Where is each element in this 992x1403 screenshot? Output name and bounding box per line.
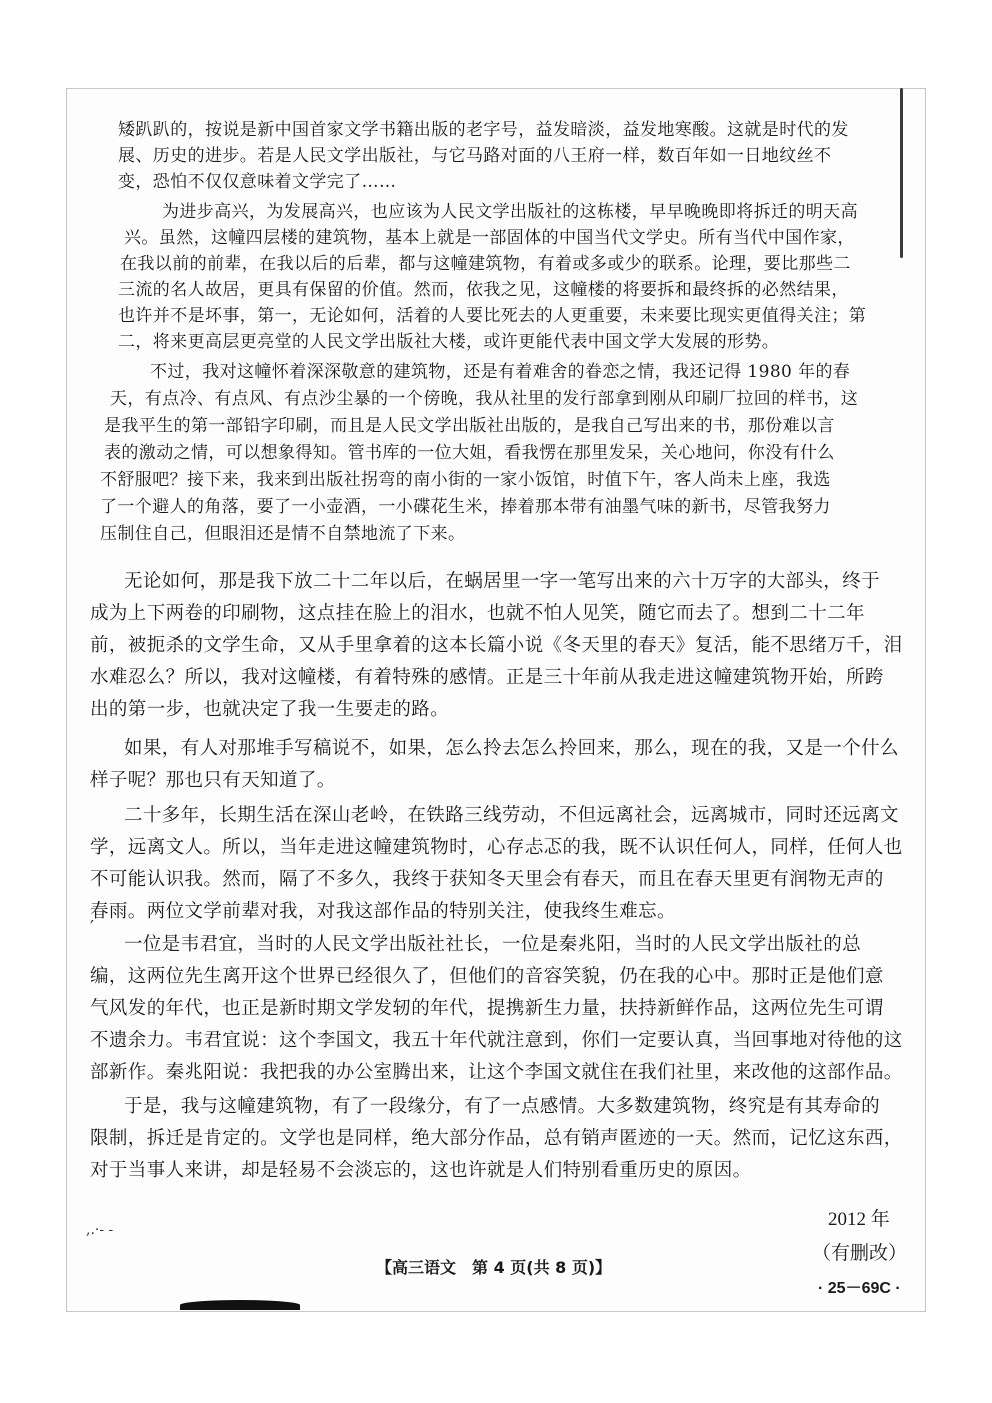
pen-mark: ′ [90, 917, 95, 938]
text-line: 在我以前的前辈，在我以后的后辈，都与这幢建筑物，有着或多或少的联系。论理，要比那些二 [120, 254, 851, 274]
text-line: 二十多年，长期生活在深山老岭，在铁路三线劳动，不但远离社会，远离城市，同时还远离文 [124, 805, 899, 826]
text-line: 气风发的年代，也正是新时期文学发轫的年代，提携新生力量，扶持新鲜作品，这两位先生可谓 [90, 998, 884, 1019]
text-line: 成为上下两卷的印刷物，这点挂在脸上的泪水，也就不怕人见笑，随它而去了。想到二十二年 [90, 603, 865, 624]
text-line: 表的激动之情，可以想象得知。管书库的一位大姐，看我愣在那里发呆，关心地问，你没有什么 [104, 443, 835, 463]
text-line: 不过，我对这幢怀着深深敬意的建筑物，还是有着难舍的眷恋之情，我还记得 1980 年的春 [150, 362, 851, 382]
text-line: 不可能认识我。然而，隔了不多久，我终于获知冬天里会有春天，而且在春天里更有润物无声的 [90, 869, 884, 890]
text-line: 二，将来更高层更亮堂的人民文学出版社大楼，或许更能代表中国文学大发展的形势。 [118, 332, 780, 352]
text-line: 无论如何，那是我下放二十二年以后，在蜗居里一字一笔写出来的六十万字的大部头，终于 [124, 571, 881, 592]
scan-smudge [180, 1300, 300, 1310]
text-line: 一位是韦君宜，当时的人民文学出版社社长，一位是秦兆阳，当时的人民文学出版社的总 [124, 934, 862, 955]
text-line: 如果，有人对那堆手写稿说不，如果，怎么拎去怎么拎回来，那么，现在的我，又是一个什么 [124, 738, 899, 759]
text-line: 天，有点冷、有点风、有点沙尘暴的一个傍晚，我从社里的发行部拿到刚从印刷厂拉回的样书，这 [110, 389, 859, 409]
text-line: 出的第一步，也就决定了我一生要走的路。 [90, 699, 450, 720]
text-line: 兴。虽然，这幢四层楼的建筑物，基本上就是一部固体的中国当代文学史。所有当代中国作家， [124, 228, 855, 248]
binding-mark [900, 88, 903, 258]
edit-note: （有删改） [812, 1242, 908, 1264]
text-line: 矮趴趴的，按说是新中国首家文学书籍出版的老字号，益发暗淡，益发地寒酸。这就是时代的发 [118, 120, 849, 140]
text-line: 编，这两位先生离开这个世界已经很久了，但他们的音容笑貌，仍在我的心中。那时正是他们意 [90, 966, 884, 987]
scan-marks: ,.·- - [86, 1222, 114, 1238]
text-line: 是我平生的第一部铅字印刷，而且是人民文学出版社出版的，是我自己写出来的书，那份难以言 [104, 416, 835, 436]
text-line: 前，被扼杀的文学生命，又从手里拿着的这本长篇小说《冬天里的春天》复活，能不思绪万千，泪 [90, 635, 903, 656]
text-line: 水难忍么？所以，我对这幢楼，有着特殊的感情。正是三十年前从我走进这幢建筑物开始，所跨 [90, 667, 884, 688]
text-line: 展、历史的进步。若是人民文学出版社，与它马路对面的八王府一样，数百年如一日地纹丝不 [118, 146, 832, 166]
text-line: 样子呢？那也只有天知道了。 [90, 770, 336, 791]
text-line: 了一个避人的角落，要了一小壶酒，一小碟花生米，捧着那本带有油墨气味的新书，尽管我努力 [100, 497, 831, 517]
text-line: 也许并不是坏事，第一，无论如何，活着的人要比死去的人更重要，未来要比现实更值得关注；第 [118, 306, 867, 326]
text-line: 为进步高兴，为发展高兴，也应该为人民文学出版社的这栋楼，早早晚晚即将拆迁的明天高 [162, 202, 858, 222]
text-line: 不舒服吧？接下来，我来到出版社拐弯的南小街的一家小饭馆，时值下午，客人尚未上座，我选 [100, 470, 831, 490]
text-line: 变，恐怕不仅仅意味着文学完了…… [118, 172, 397, 192]
text-line: 三流的名人故居，更具有保留的价值。然而，依我之见，这幢楼的将要拆和最终拆的必然结果， [118, 280, 849, 300]
text-line: 部新作。秦兆阳说：我把我的办公室腾出来，让这个李国文就住在我们社里，来改他的这部作品。 [90, 1062, 903, 1083]
text-line: 学，远离文人。所以，当年走进这幢建筑物时，心存忐忑的我，既不认识任何人，同样，任何人也 [90, 837, 903, 858]
text-line: 不遗余力。韦君宜说：这个李国文，我五十年代就注意到，你们一定要认真，当回事地对待他的这 [90, 1030, 903, 1051]
text-line: 压制住自己，但眼泪还是情不自禁地流了下来。 [100, 524, 466, 544]
text-line: 对于当事人来讲，却是轻易不会淡忘的，这也许就是人们特别看重历史的原因。 [90, 1160, 752, 1181]
page-footer: 【高三语文 第 4 页(共 8 页)】 [376, 1258, 612, 1277]
text-line: 春雨。两位文学前辈对我，对我这部作品的特别关注，使我终生难忘。 [90, 901, 676, 922]
text-line: 限制，拆迁是肯定的。文学也是同样，绝大部分作品，总有销声匿迹的一天。然而，记忆这东西， [90, 1128, 903, 1149]
text-line: 于是，我与这幢建筑物，有了一段缘分，有了一点感情。大多数建筑物，终究是有其寿命的 [124, 1096, 881, 1117]
source-year: 2012 年 [828, 1209, 890, 1230]
paper-code: · 25－69C · [818, 1280, 901, 1297]
